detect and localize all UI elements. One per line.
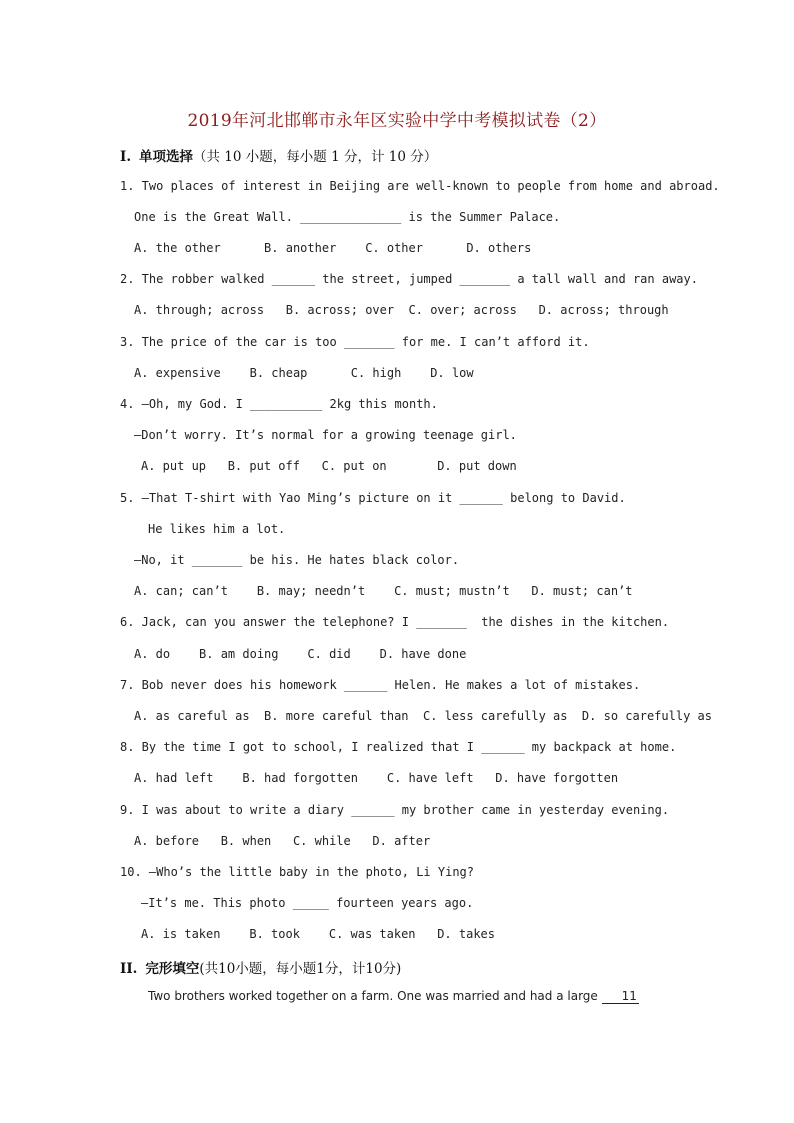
question-2-stem: 2. The robber walked ______ the street, jumped _______ a tall wall and ran away. xyxy=(120,272,698,286)
question-6-options: A. do B. am doing C. did D. have done xyxy=(134,647,467,661)
question-1-stem: 1. Two places of interest in Beijing are well-known to people from home and abroad. xyxy=(120,179,720,193)
cloze-passage-text: Two brothers worked together on a farm. One was married and had a large xyxy=(148,989,602,1003)
question-3-stem: 3. The price of the car is too _______ for me. I can’t afford it. xyxy=(120,335,590,349)
question-7-stem: 7. Bob never does his homework ______ Helen. He makes a lot of mistakes. xyxy=(120,678,641,692)
question-6-stem: 6. Jack, can you answer the telephone? I _______ the dishes in the kitchen. xyxy=(120,615,670,629)
section-note: (共10小题，每小题1分，计10分) xyxy=(199,961,402,977)
question-4-stem: 4. —Oh, my God. I __________ 2kg this month. xyxy=(120,397,438,411)
section-number: II. xyxy=(120,961,138,977)
question-7-options: A. as careful as B. more careful than C. less carefully as D. so carefully as xyxy=(134,709,712,723)
question-10-options: A. is taken B. took C. was taken D. takes xyxy=(141,927,496,941)
section-number: I. xyxy=(120,149,132,165)
section-heading-cloze xyxy=(120,957,401,977)
question-8-options: A. had left B. had forgotten C. have left D. have forgotten xyxy=(134,771,619,785)
question-1-options: A. the other B. another C. other D. others xyxy=(134,241,532,255)
question-10-stem: 10. —Who’s the little baby in the photo, Li Ying? xyxy=(120,865,475,879)
section-heading-single-choice xyxy=(120,145,437,165)
question-8-stem: 8. By the time I got to school, I realized that I ______ my backpack at home. xyxy=(120,740,677,754)
question-4-options: A. put up B. put off C. put on D. put down xyxy=(141,459,517,473)
section-name: 单项选择 xyxy=(139,149,194,165)
section-note: （共 10 小题，每小题 1 分，计 10 分） xyxy=(193,149,438,165)
question-5-reply: —No, it _______ be his. He hates black color. xyxy=(134,553,460,567)
question-10-reply: —It’s me. This photo _____ fourteen years ago. xyxy=(141,896,474,910)
cloze-passage-line xyxy=(148,989,639,1004)
question-5-stem: 5. —That T-shirt with Yao Ming’s picture on it ______ belong to David. xyxy=(120,491,626,505)
question-4-reply: —Don’t worry. It’s normal for a growing teenage girl. xyxy=(134,428,517,442)
question-3-options: A. expensive B. cheap C. high D. low xyxy=(134,366,474,380)
section-name: 完形填空 xyxy=(145,961,200,977)
question-2-options: A. through; across B. across; over C. over; across D. across; through xyxy=(134,303,669,317)
question-9-options: A. before B. when C. while D. after xyxy=(134,834,431,848)
question-9-stem: 9. I was about to write a diary ______ my brother came in yesterday evening. xyxy=(120,803,670,817)
question-5-stem-cont: He likes him a lot. xyxy=(148,522,286,536)
cloze-blank-11: 11 xyxy=(602,989,639,1004)
question-5-options: A. can; can’t B. may; needn’t C. must; mustn’t D. must; can’t xyxy=(134,584,633,598)
exam-title: 2019年河北邯郸市永年区实验中学中考模拟试卷（2） xyxy=(187,111,607,131)
question-1-stem-cont: One is the Great Wall. ______________ is the Summer Palace. xyxy=(134,210,561,224)
